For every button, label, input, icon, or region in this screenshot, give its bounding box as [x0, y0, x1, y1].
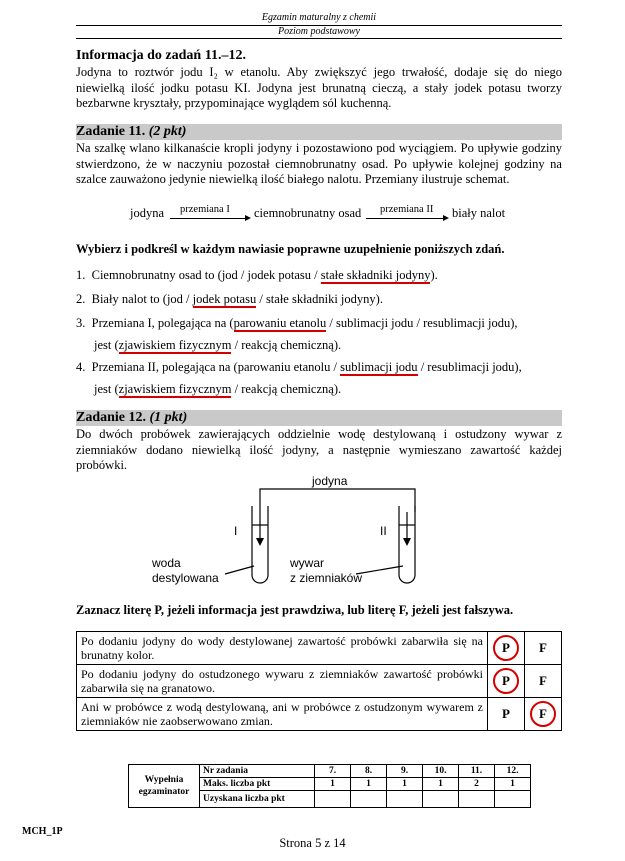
diagram-connector-line — [260, 489, 415, 512]
score-owner-l2: egzaminator — [138, 787, 190, 797]
diagram-label-I: I — [234, 524, 238, 538]
diagram-label-jodyna: jodyna — [312, 474, 348, 488]
answer-f[interactable]: F — [525, 665, 562, 698]
diagram-label-II: II — [380, 524, 387, 538]
dropper-arrowhead-left — [256, 538, 264, 546]
diagram-label-destylowana: destylowana — [152, 571, 219, 585]
answer-p[interactable] — [488, 665, 525, 698]
item-number: 3. — [76, 316, 86, 330]
answer-f[interactable] — [525, 698, 562, 731]
table-row — [77, 632, 562, 665]
statement-text: Po dodaniu jodyny do ostudzonego wywaru z ziemniaków zawartość probówki zabarwiła się na granatowo. — [77, 665, 488, 698]
underlined-answer[interactable]: stałe składniki jodyny — [320, 268, 431, 282]
underlined-answer[interactable]: sublimacji jodu — [340, 360, 418, 374]
info-title: Informacja do zadań 11.–12. — [76, 48, 246, 63]
true-false-table — [76, 631, 562, 731]
circled-answer[interactable]: F — [530, 701, 556, 727]
score-obtained[interactable] — [387, 791, 423, 808]
diagram-label-woda: woda — [152, 556, 181, 570]
item-text: jest ( — [94, 337, 119, 352]
item-text: Biały nalot to (jod / — [91, 292, 193, 306]
table-row — [77, 698, 562, 731]
task11-points: (2 pkt) — [148, 124, 187, 139]
schema-jodyna: jodyna — [130, 206, 165, 220]
pointer-left — [225, 566, 254, 574]
task12-title: Zadanie 12. — [76, 410, 147, 425]
item-number: 1. — [76, 268, 86, 282]
score-task-number: 11. — [459, 765, 495, 778]
item-number: 2. — [76, 292, 86, 306]
score-max: 1 — [423, 778, 459, 791]
score-obtained[interactable] — [495, 791, 531, 808]
score-max: 1 — [495, 778, 531, 791]
item-text: Przemiana II, polegająca na (parowaniu etanolu / — [91, 360, 341, 374]
underlined-answer[interactable]: jodek potasu — [192, 292, 257, 306]
schema-nalot: biały nalot — [452, 206, 506, 220]
score-task-number: 7. — [315, 765, 351, 778]
score-owner — [129, 765, 200, 808]
item-text: Przemiana I, polegająca na ( — [91, 316, 234, 330]
answer-p[interactable]: P — [488, 698, 525, 731]
answer-f[interactable]: F — [525, 632, 562, 665]
item-text: / resublimacji jodu), — [417, 360, 522, 374]
statement-text: Po dodaniu jodyny do wody destylowanej zawartość probówki zabarwiła się na brunatny kolor. — [77, 632, 488, 665]
diagram-label-ziemniakow: z ziemniaków — [290, 571, 363, 585]
task12-points: (1 pkt) — [149, 410, 188, 425]
score-row-label: Nr zadania — [200, 765, 315, 778]
task11-text: Na szalkę wlano kilkanaście kropli jodyny i pozostawiono pod wyciągiem. Po upływie godziny stwierdzono, że w naczyniu pozostał ciemnobrunatny osad. Po upływie kolejnej godziny na szalce zauważono jedynie niewielką ilość białego nalotu. Przemiany ilustruje schemat. — [76, 141, 562, 186]
schema-arrow1-label: przemiana I — [180, 204, 230, 215]
circled-answer[interactable]: P — [493, 668, 519, 694]
item-text: jest ( — [94, 381, 119, 396]
score-max: 1 — [351, 778, 387, 791]
score-table — [128, 764, 531, 808]
score-task-number: 10. — [423, 765, 459, 778]
header-exam-name: Egzamin maturalny z chemii — [261, 12, 377, 23]
score-obtained[interactable] — [351, 791, 387, 808]
pointer-right — [356, 566, 403, 574]
task11-instruction: Wybierz i podkreśl w każdym nawiasie poprawne uzupełnienie poniższych zdań. — [76, 242, 505, 256]
header-level: Poziom podstawowy — [278, 26, 360, 37]
schema-arrow2-label: przemiana II — [380, 204, 434, 215]
score-max: 1 — [315, 778, 351, 791]
score-task-number: 12. — [495, 765, 531, 778]
score-obtained[interactable] — [315, 791, 351, 808]
circled-answer[interactable]: P — [493, 635, 519, 661]
item-text: / stałe składniki jodyny). — [256, 292, 383, 306]
score-owner-l1: Wypełnia — [144, 775, 184, 785]
item-text: / reakcją chemiczną). — [231, 381, 342, 396]
dropper-arrowhead-right — [403, 538, 411, 546]
item-text: / sublimacji jodu / resublimacji jodu), — [326, 316, 518, 330]
item-text: Ciemnobrunatny osad to (jod / jodek potasu / — [91, 268, 321, 282]
item-text: / reakcją chemiczną). — [231, 337, 342, 352]
schema-osad: ciemnobrunatny osad — [254, 206, 362, 220]
score-task-number: 9. — [387, 765, 423, 778]
score-max: 1 — [387, 778, 423, 791]
item-text: ). — [430, 268, 438, 282]
score-obtained[interactable] — [459, 791, 495, 808]
task12-instruction: Zaznacz literę P, jeżeli informacja jest prawdziwa, lub literę F, jeżeli jest fałszywa. — [76, 603, 514, 617]
info-text: Jodyna to roztwór jodu I₂ w etanolu. Aby zwiększyć jego trwałość, dodaje się do niego niewielką ilość jodku potasu KI. Jodyna jest brunatną cieczą, a stały jodek potasu tworzy bezbarwne kryształy, przypominające wyglądem sól kuchenną. — [76, 65, 562, 110]
task11-title: Zadanie 11. — [76, 124, 146, 139]
score-row-label: Uzyskana liczba pkt — [200, 791, 315, 808]
score-task-number: 8. — [351, 765, 387, 778]
score-obtained[interactable] — [423, 791, 459, 808]
footer-code: MCH_1P — [22, 826, 63, 837]
table-row — [129, 765, 531, 778]
score-row-label: Maks. liczba pkt — [200, 778, 315, 791]
item-number: 4. — [76, 360, 86, 374]
score-max: 2 — [459, 778, 495, 791]
footer-page-number: Strona 5 z 14 — [279, 836, 346, 850]
task12-text: Do dwóch probówek zawierających oddzielnie wodę destylowaną i ostudzony wywar z ziemniaków dodano niewielką ilość jodyny, a następnie wymieszano zawartość każdej probówki. — [76, 427, 562, 472]
table-row — [77, 665, 562, 698]
statement-text: Ani w probówce z wodą destylowaną, ani w probówce z ostudzonym wywarem z ziemniaków nie zaobserwowano zmian. — [77, 698, 488, 731]
underlined-answer[interactable]: zjawiskiem fizycznym — [118, 337, 232, 352]
underlined-answer[interactable]: zjawiskiem fizycznym — [118, 381, 232, 396]
diagram-label-wywar: wywar — [290, 556, 325, 570]
answer-p[interactable] — [488, 632, 525, 665]
underlined-answer[interactable]: parowaniu etanolu — [233, 316, 327, 330]
